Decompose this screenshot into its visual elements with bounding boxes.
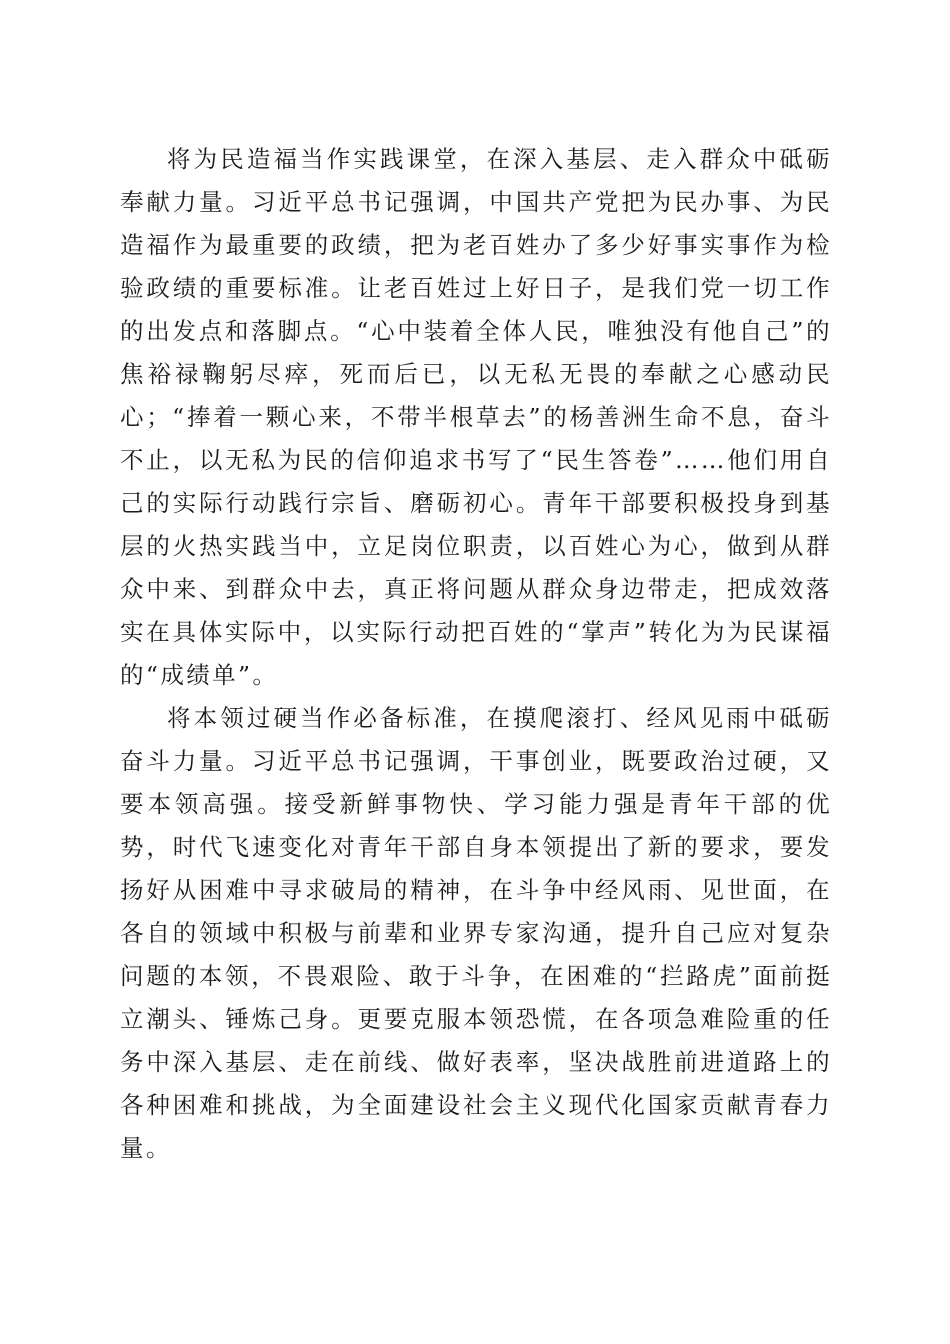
paragraph-hard-skills: 将本领过硬当作必备标准，在摸爬滚打、经风见雨中砥砺奋斗力量。习近平总书记强调，干事创业，既要政治过硬，又要本领高强。接受新鲜事物快、学习能力强是青年干部的优势，时代飞速变化对青年干部自身本领提出了新的要求，要发扬好从困难中寻求破局的精神，在斗争中经风雨、见世面，在各自的领域中积极与前辈和业界专家沟通，提升自己应对复杂问题的本领，不畏艰险、敢于斗争，在困难的“拦路虎”面前挺立潮头、锤炼己身。更要克服本领恐慌，在各项急难险重的任务中深入基层、走在前线、做好表率，坚决战胜前进道路上的各种困难和挑战，为全面建设社会主义现代化国家贡献青春力量。	[120, 704, 832, 1162]
document-body	[120, 138, 832, 1170]
paragraph-serving-people: 将为民造福当作实践课堂，在深入基层、走入群众中砥砺奉献力量。习近平总书记强调，中国共产党把为民办事、为民造福作为最重要的政绩，把为老百姓办了多少好事实事作为检验政绩的重要标准。让老百姓过上好日子，是我们党一切工作的出发点和落脚点。“心中装着全体人民，唯独没有他自己”的焦裕禄鞠躬尽瘁，死而后已，以无私无畏的奉献之心感动民心；“捧着一颗心来，不带半根草去”的杨善洲生命不息，奋斗不止，以无私为民的信仰追求书写了“民生答卷”……他们用自己的实际行动践行宗旨、磨砺初心。青年干部要积极投身到基层的火热实践当中，立足岗位职责，以百姓心为心，做到从群众中来、到群众中去，真正将问题从群众身边带走，把成效落实在具体实际中，以实际行动把百姓的“掌声”转化为为民谋福的“成绩单”。	[120, 145, 832, 689]
